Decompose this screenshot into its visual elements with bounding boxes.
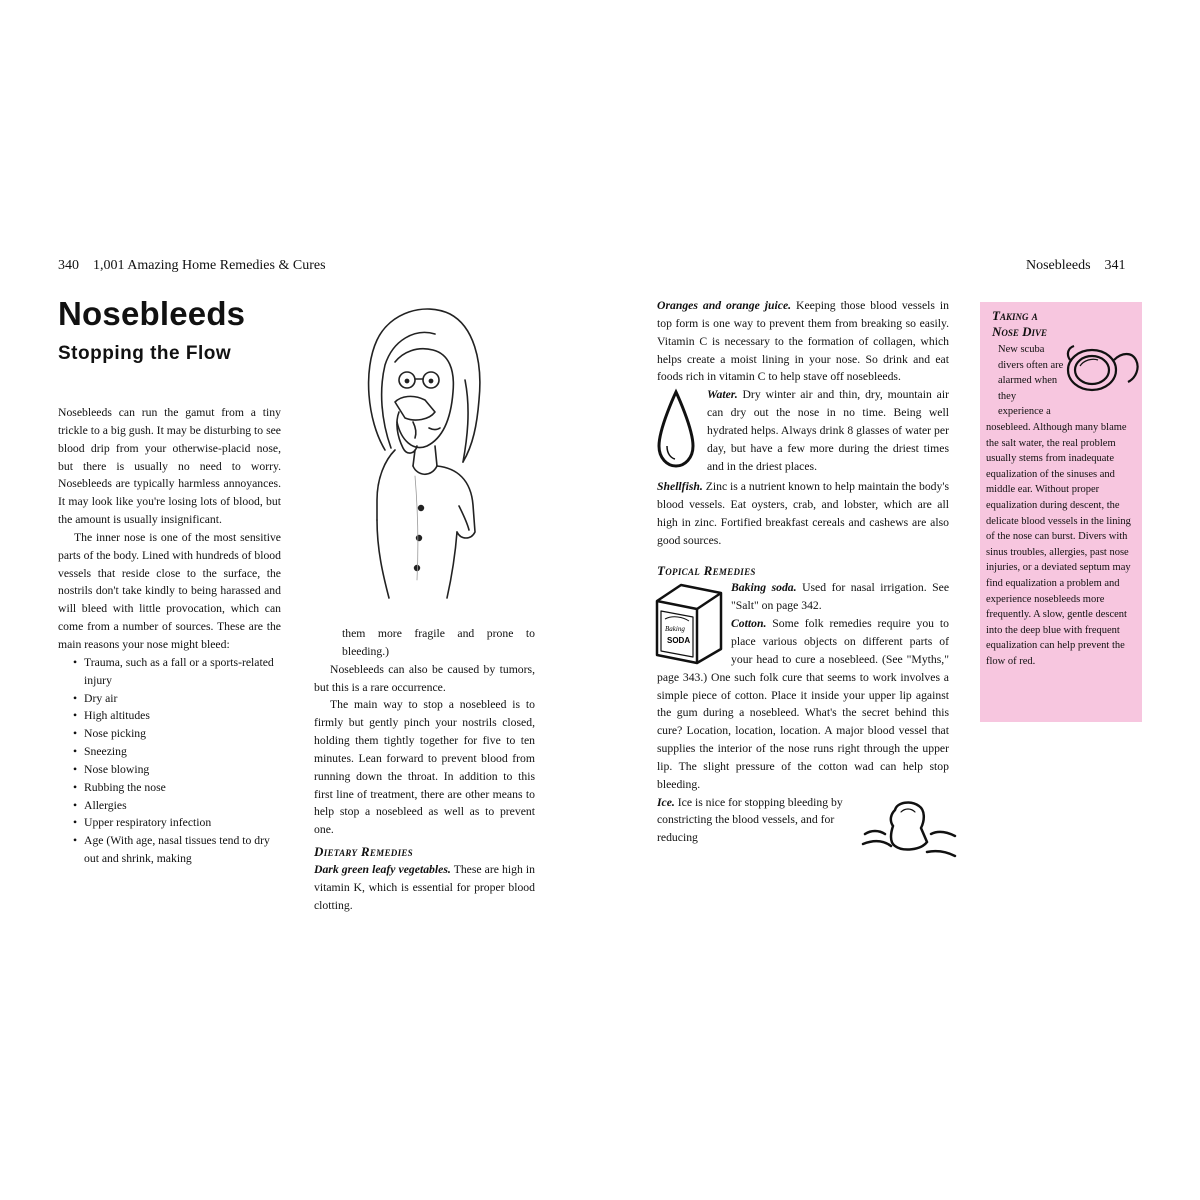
baking-soda-box-icon — [651, 579, 727, 667]
sidebar-title-line-1: Taking a — [992, 308, 1038, 323]
right-column — [657, 297, 949, 862]
left-column-1 — [58, 404, 281, 868]
water-paragraph — [657, 386, 949, 475]
topical-remedies-heading: Topical Remedies — [657, 562, 756, 578]
right-page-number: 341 — [1104, 258, 1126, 273]
oranges-text: Keeping those blood vessels in top form is one way to prevent them from breaking so easily. Vitamin C is necessary to the formation of collagen, which helps create a moist lining in your nose. So drink and eat foods rich in vitamin C to help stave off nosebleeds. — [657, 299, 949, 384]
left-page-number: 340 — [58, 258, 79, 273]
left-running-title: 1,001 Amazing Home Remedies & Cures — [93, 258, 326, 273]
list-item: • Upper respiratory infection — [58, 814, 281, 832]
cotton-text: Some folk remedies require you to place various objects on different parts of your head to cure a nosebleed. (See "Myths," page 343.) One such folk cure that seems to work involves a simple piece of cotton. Place it inside your upper lip against the gum during a nosebleed. What's the secret behind this cure? Location, location, location. A major blood vessel that supplies the interior of the nose runs right through the upper lip. The slight pressure of the cotton wad can help stop bleeding. — [657, 617, 949, 791]
causes-list — [58, 654, 281, 868]
inner-nose-paragraph: The inner nose is one of the most sensitive parts of the body. Lined with hundreds of blood vessels that reside close to the surface, the nostrils don't take kindly to being harassed and will bleed with little provocation, which can come from a number of sources. These are the main reasons your nose might bleed: — [58, 530, 281, 651]
page-title: Nosebleeds — [58, 295, 246, 332]
sidebar-title-line-2: Nose Dive — [992, 324, 1048, 339]
baking-soda-term: Baking soda. — [731, 581, 797, 595]
woman-with-tissue-illustration — [355, 300, 490, 600]
shellfish-paragraph — [657, 478, 949, 549]
shellfish-text: Zinc is a nutrient known to help maintain the body's blood vessels. Eat oysters, crab, and lobster, which are all high in zinc. Fortified breakfast cereals and cashews are also good sources. — [657, 480, 949, 547]
intro-paragraph: Nosebleeds can run the gamut from a tiny trickle to a big gush. It may be disturbing to see blood drip from your otherwise-placid nose, but there is usually no need to worry. Nosebleeds are typically harmless annoyances. It may look like you're losing lots of blood, but the amount is usually insignificant. — [58, 406, 281, 527]
sidebar-text: nosebleed. Although many blame the salt water, the real problem usually stems from inadequate equalization of the sinuses and middle ear. Without proper equalization during descent, the delicate blood vessels in the lining of the nose can burst. Divers with sinus troubles, allergies, past nose injuries, or a deviated septum may find equalization a problem and experience nosebleeds more frequently. A slow, gentle descent into the deep blue with frequent equalization can help prevent the flow of red. — [986, 421, 1131, 667]
continued-bullet: them more fragile and prone to bleeding.) — [342, 627, 535, 658]
list-item: • Sneezing — [58, 743, 281, 761]
list-item: • Trauma, such as a fall or a sports-related injury — [58, 654, 281, 690]
dietary-remedies-heading: Dietary Remedies — [314, 844, 413, 860]
ice-paragraph — [657, 794, 857, 848]
shellfish-term: Shellfish. — [657, 480, 703, 494]
sidebar-taking-a-nose-dive — [980, 302, 1142, 722]
leafy-vegetables-paragraph — [314, 861, 535, 915]
box-label-top: Baking — [665, 625, 685, 634]
left-column-2 — [314, 625, 535, 915]
cotton-term: Cotton. — [731, 617, 767, 631]
page-subtitle — [58, 343, 231, 365]
ice-term: Ice. — [657, 795, 675, 809]
baking-soda-text: Used for nasal irrigation. See "Salt" on page 342. — [731, 581, 950, 613]
list-item: • Allergies — [58, 797, 281, 815]
list-item: • Rubbing the nose — [58, 779, 281, 797]
right-running-title: Nosebleeds — [1026, 258, 1091, 273]
water-drop-icon — [653, 388, 703, 478]
leafy-vegetables-text: These are high in vitamin K, which is essential for proper blood clotting. — [314, 862, 535, 912]
list-item: • Nose picking — [58, 725, 281, 743]
water-term: Water. — [707, 388, 738, 402]
left-running-head — [58, 258, 326, 274]
list-item: • Dry air — [58, 690, 281, 708]
subtitle-text: Stopping the Flow — [58, 343, 232, 364]
water-text: Dry winter air and thin, dry, mountain air can dry out the nose in no time. Being well hydrated helps. Always drink 8 glasses of water per day, but have a few more during the driest times and in the driest places. — [707, 388, 949, 473]
list-item: • Nose blowing — [58, 761, 281, 779]
right-running-head — [1026, 258, 1126, 274]
sidebar-lead-text: New scuba divers often are alarmed when they experience a — [998, 344, 1064, 418]
list-item: • High altitudes — [58, 707, 281, 725]
pinch-paragraph: The main way to stop a nosebleed is to firmly but gently pinch your nostrils closed, holding them tightly together for five to ten minutes. Lean forward to prevent blood from running down the throat. In addition to this first line of treatment, there are other means to help stop a nosebleed as well as to prevent one. — [314, 698, 535, 837]
tumors-paragraph: Nosebleeds can also be caused by tumors, but this is a rare occurrence. — [314, 662, 535, 694]
list-item: • Age (With age, nasal tissues tend to dry out and shrink, making — [58, 832, 281, 868]
leafy-vegetables-term: Dark green leafy vegetables. — [314, 862, 451, 876]
box-label-mid: SODA — [667, 636, 691, 646]
oranges-term: Oranges and orange juice. — [657, 299, 792, 312]
ice-cube-icon — [861, 798, 959, 862]
ice-text: Ice is nice for stopping bleeding by constricting the blood vessels, and for reducing — [657, 795, 843, 845]
scuba-mask-icon — [1062, 330, 1142, 402]
oranges-paragraph — [657, 297, 949, 386]
